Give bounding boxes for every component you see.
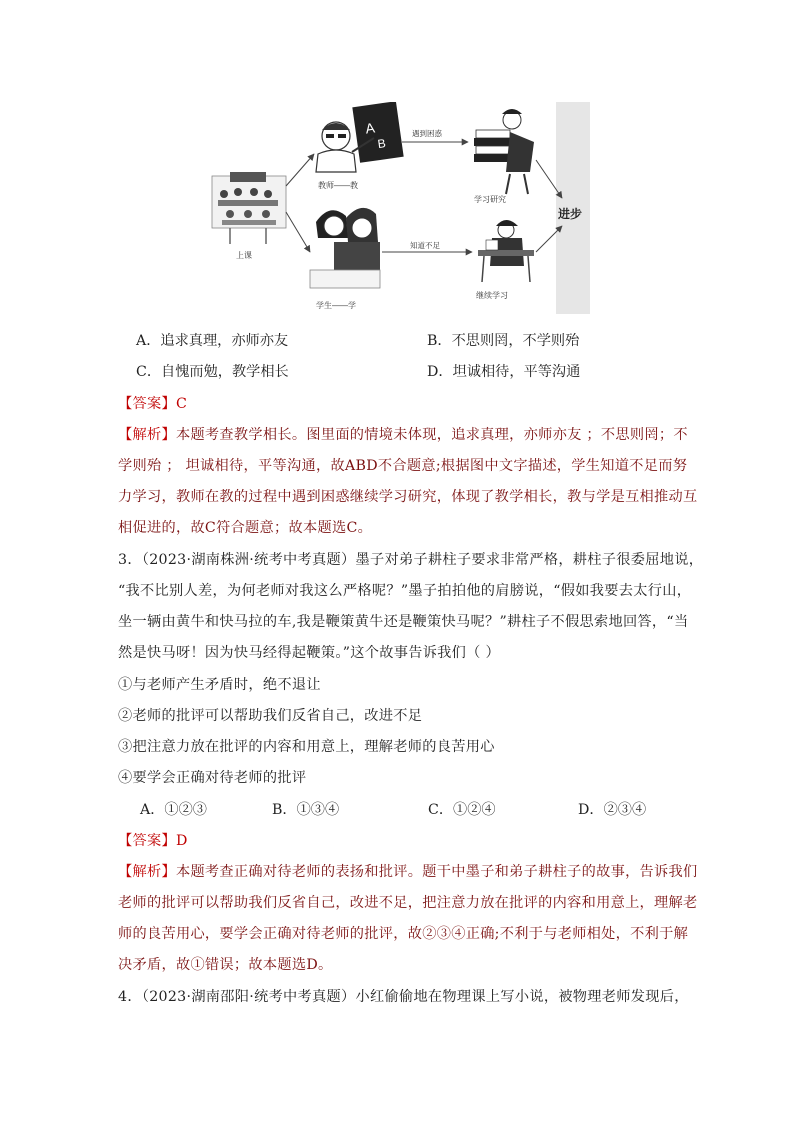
svg-text:B: B <box>376 136 387 152</box>
q3-option-b: B．①③④ <box>272 802 340 818</box>
q3-analysis-line-1 <box>118 862 698 882</box>
arrow-lesson-student <box>286 212 310 252</box>
q3-item-4: ④要学会正确对待老师的批评 <box>118 770 307 786</box>
answer-tag: 【答案】 <box>118 396 176 412</box>
q3-item-3: ③把注意力放在批评的内容和用意上，理解老师的良苦用心 <box>118 739 495 755</box>
label-progress: 进步 <box>558 207 583 221</box>
teaching-flow-illustration <box>206 102 590 314</box>
label-research: 学习研究 <box>474 195 506 204</box>
q3-item-1: ①与老师产生矛盾时，绝不退让 <box>118 677 321 693</box>
research-scene <box>474 109 534 194</box>
q2-analysis-line-4: 相促进的，故C符合题意；故本题选C。 <box>118 520 373 536</box>
label-difficulty: 遇到困惑 <box>412 129 442 138</box>
classroom-scene <box>212 172 286 244</box>
q3-item-2: ②老师的批评可以帮助我们反省自己，改进不足 <box>118 708 423 724</box>
analysis-text: 本题考查正确对待老师的表扬和批评。题干中墨子和弟子耕柱子的故事，告诉我们 <box>175 864 698 880</box>
q3-answer-line <box>118 831 188 851</box>
q2-option-a: A．追求真理，亦师亦友 <box>136 333 289 349</box>
q2-option-c: C．自愧而勉，教学相长 <box>136 364 289 380</box>
answer-value: C <box>175 396 188 412</box>
q3-option-c: C．①②④ <box>428 802 496 818</box>
label-insufficient: 知道不足 <box>410 241 440 250</box>
q2-analysis-line-3: 力学习，教师在教的过程中遇到困惑继续学习研究，体现了教学相长，教与学是互相推动互 <box>118 489 698 505</box>
q2-answer-line <box>118 394 187 414</box>
svg-text:A: A <box>364 119 376 137</box>
q2-option-b: B．不思则罔，不学则殆 <box>427 333 580 349</box>
q3-stem-line-1: 3．（2023·湖南株洲·统考中考真题）墨子对弟子耕柱子要求非常严格，耕柱子很委屈地说， <box>118 552 704 568</box>
teaching-flow-figure <box>206 102 590 314</box>
label-teacher: 教师——教 <box>318 181 358 190</box>
analysis-text: 本题考查教学相长。图里面的情境未体现，追求真理，亦师亦友 ；不思则罔；不 <box>175 427 688 443</box>
q3-stem-line-4: 然是快马呀！因为快马经得起鞭策。”这个故事告诉我们（ ） <box>118 645 500 661</box>
student-scene <box>310 208 380 288</box>
q2-analysis-line-2: 学则殆 ； 坦诚相待，平等沟通，故ABD不合题意;根据图中文字描述，学生知道不足而努 <box>118 458 688 474</box>
answer-value: D <box>175 833 188 849</box>
q2-analysis-line-1 <box>118 425 688 445</box>
q3-option-d: D．②③④ <box>578 802 647 818</box>
continue-scene <box>478 220 534 282</box>
label-continue: 继续学习 <box>476 291 508 300</box>
answer-tag: 【答案】 <box>118 833 176 849</box>
arrow-lesson-teacher <box>286 154 314 186</box>
q3-analysis-line-2: 老师的批评可以帮助我们反省自己，改进不足，把注意力放在批评的内容和用意上，理解老 <box>118 895 698 911</box>
q2-option-d: D．坦诚相待，平等沟通 <box>427 364 581 380</box>
analysis-tag: 【解析】 <box>118 427 176 443</box>
teacher-scene <box>316 102 404 172</box>
analysis-tag: 【解析】 <box>118 864 176 880</box>
q4-stem-line-1: 4．（2023·湖南邵阳·统考中考真题）小红偷偷地在物理课上写小说，被物理老师发现后， <box>118 989 689 1005</box>
q3-stem-line-2: “我不比别人差，为何老师对我这么严格呢？”墨子拍拍他的肩膀说，“假如我要去太行山， <box>118 583 692 599</box>
q3-analysis-line-3: 师的良苦用心，要学会正确对待老师的批评，故②③④正确;不利于与老师相处，不利于解 <box>118 926 689 942</box>
q3-analysis-line-4: 决矛盾，故①错误；故本题选D。 <box>118 957 333 973</box>
q3-stem-line-3: 坐一辆由黄牛和快马拉的车,我是鞭策黄牛还是鞭策快马呢？”耕柱子不假思索地回答，“当 <box>118 614 689 630</box>
q3-option-a: A．①②③ <box>140 802 207 818</box>
label-student: 学生——学 <box>316 301 356 310</box>
label-lesson: 上课 <box>236 251 252 260</box>
